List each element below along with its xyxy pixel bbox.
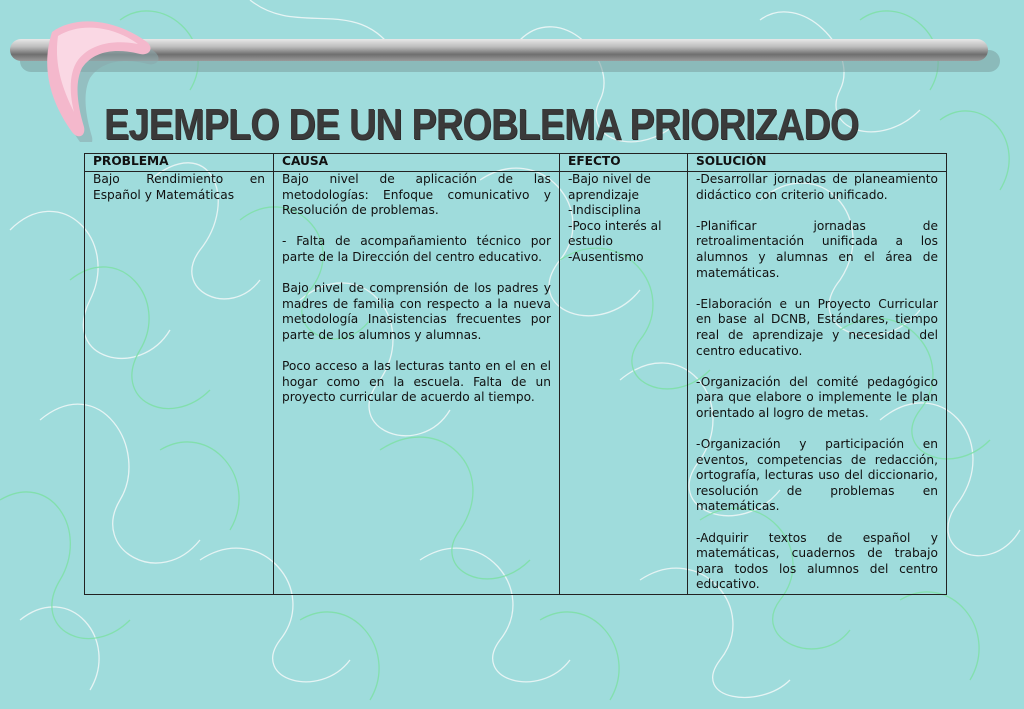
solucion-item: -Planificar jornadas de retroalimentación unificada a los alumnos y alumnas en el área de matemáticas.	[696, 218, 938, 280]
solucion-item: -Organización del comité pedagógico para que elabore o implemente le plan orientado al logro de metas.	[696, 374, 938, 420]
causa-cell	[274, 172, 560, 595]
causa-item: Poco acceso a las lecturas tanto en el en el hogar como en la escuela. Falta de un proyecto curricular de acuerdo al tiempo.	[282, 359, 551, 405]
causa-item: Bajo nivel de comprensión de los padres y madres de familia con respecto a la nueva metodología Inasistencias frecuentes por parte de los alumnos y alumnas.	[282, 281, 551, 342]
header-problema: PROBLEMA	[85, 154, 274, 172]
efecto-item: -Indisciplina	[568, 203, 641, 218]
solucion-item: -Adquirir textos de español y matemáticas, cuadernos de trabajo para todos los alumnos del centro educativo.	[696, 530, 938, 592]
efecto-item: -Ausentismo	[568, 249, 644, 264]
efecto-item: -Poco interés al estudio	[568, 218, 662, 249]
table-header-row	[85, 154, 947, 172]
page-title: EJEMPLO DE UN PROBLEMA PRIORIZADO	[104, 100, 859, 149]
causa-item: Bajo nivel de aplicación de las metodologías: Enfoque comunicativo y Resolución de problemas.	[282, 172, 551, 218]
solucion-cell	[688, 172, 947, 595]
solucion-item: -Desarrollar jornadas de planeamiento didáctico con criterio unificado.	[696, 172, 938, 202]
problema-cell	[85, 172, 274, 595]
prioritized-problem-table	[84, 153, 947, 595]
solucion-item: -Elaboración e un Proyecto Curricular en base al DCNB, Estándares, tiempo real de aprendizaje y necesidad del centro educativo.	[696, 296, 938, 358]
causa-item: - Falta de acompañamiento técnico por parte de la Dirección del centro educativo.	[282, 234, 551, 264]
problema-text: Bajo Rendimiento en Español y Matemáticas	[93, 172, 265, 202]
header-efecto: EFECTO	[560, 154, 688, 172]
solucion-item: -Organización y participación en eventos, competencias de redacción, ortografía, lecturas uso del diccionario, resolución de problemas en matemáticas.	[696, 437, 938, 514]
header-solucion: SOLUCIÓN	[688, 154, 947, 172]
table-row	[85, 172, 947, 595]
efecto-item: -Bajo nivel de aprendizaje	[568, 172, 651, 202]
efecto-cell	[560, 172, 688, 595]
header-causa: CAUSA	[274, 154, 560, 172]
